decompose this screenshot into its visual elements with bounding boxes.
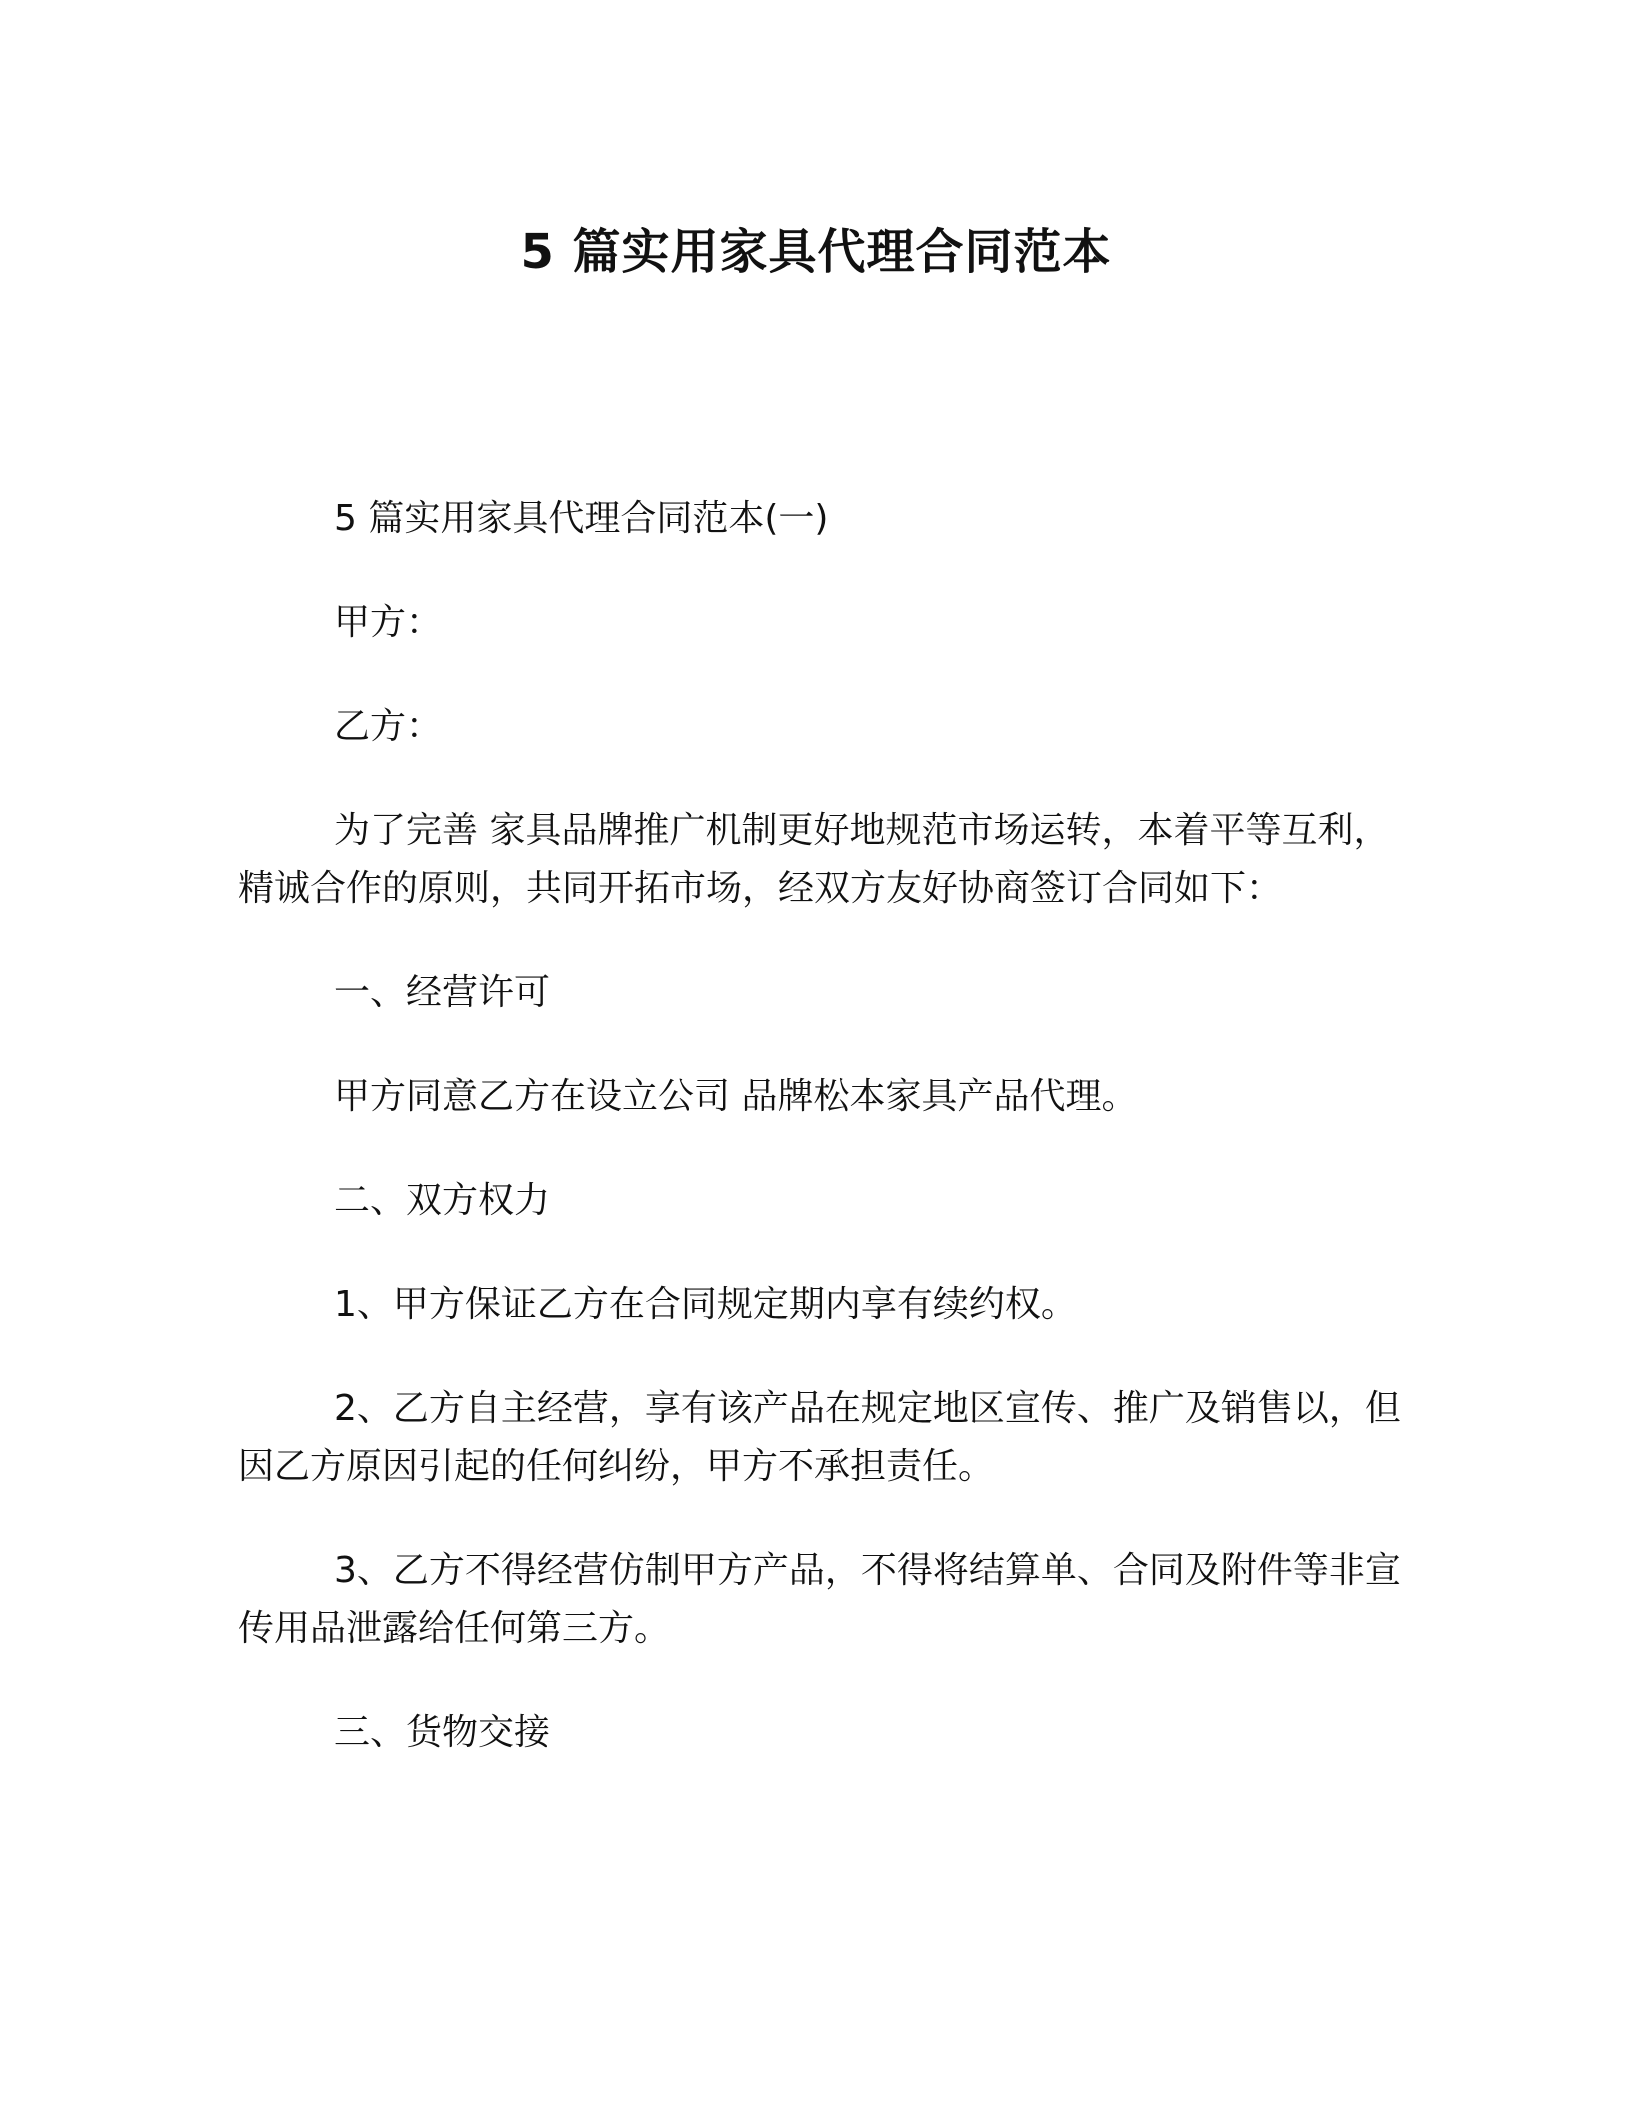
rights-clause-1: 1、甲方保证乙方在合同规定期内享有续约权。 <box>334 1284 1077 1325</box>
section-heading-rights: 二、双方权力 <box>334 1180 551 1221</box>
section-heading-goods-handover: 三、货物交接 <box>334 1712 551 1753</box>
section-heading-contract-one: 5 篇实用家具代理合同范本(一) <box>334 498 829 539</box>
rights-clause-3: 3、乙方不得经营仿制甲方产品，不得将结算单、合同及附件等非宣传用品泄露给任何第三方。 <box>238 1550 1401 1649</box>
preamble-paragraph: 为了完善 家具品牌推广机制更好地规范市场运转，本着平等互利，精诚合作的原则，共同开拓市场，经双方友好协商签订合同如下： <box>238 810 1390 909</box>
business-license-clause: 甲方同意乙方在设立公司 品牌松本家具产品代理。 <box>334 1076 1138 1117</box>
party-b-label: 乙方： <box>334 706 443 747</box>
section-heading-business-license: 一、经营许可 <box>334 972 551 1013</box>
party-a-label: 甲方： <box>334 602 443 643</box>
document-body <box>238 490 1408 1808</box>
document-title: 5 篇实用家具代理合同范本 <box>520 224 1112 280</box>
rights-clause-2: 2、乙方自主经营，享有该产品在规定地区宣传、推广及销售以，但因乙方原因引起的任何纠纷，甲方不承担责任。 <box>238 1388 1401 1487</box>
